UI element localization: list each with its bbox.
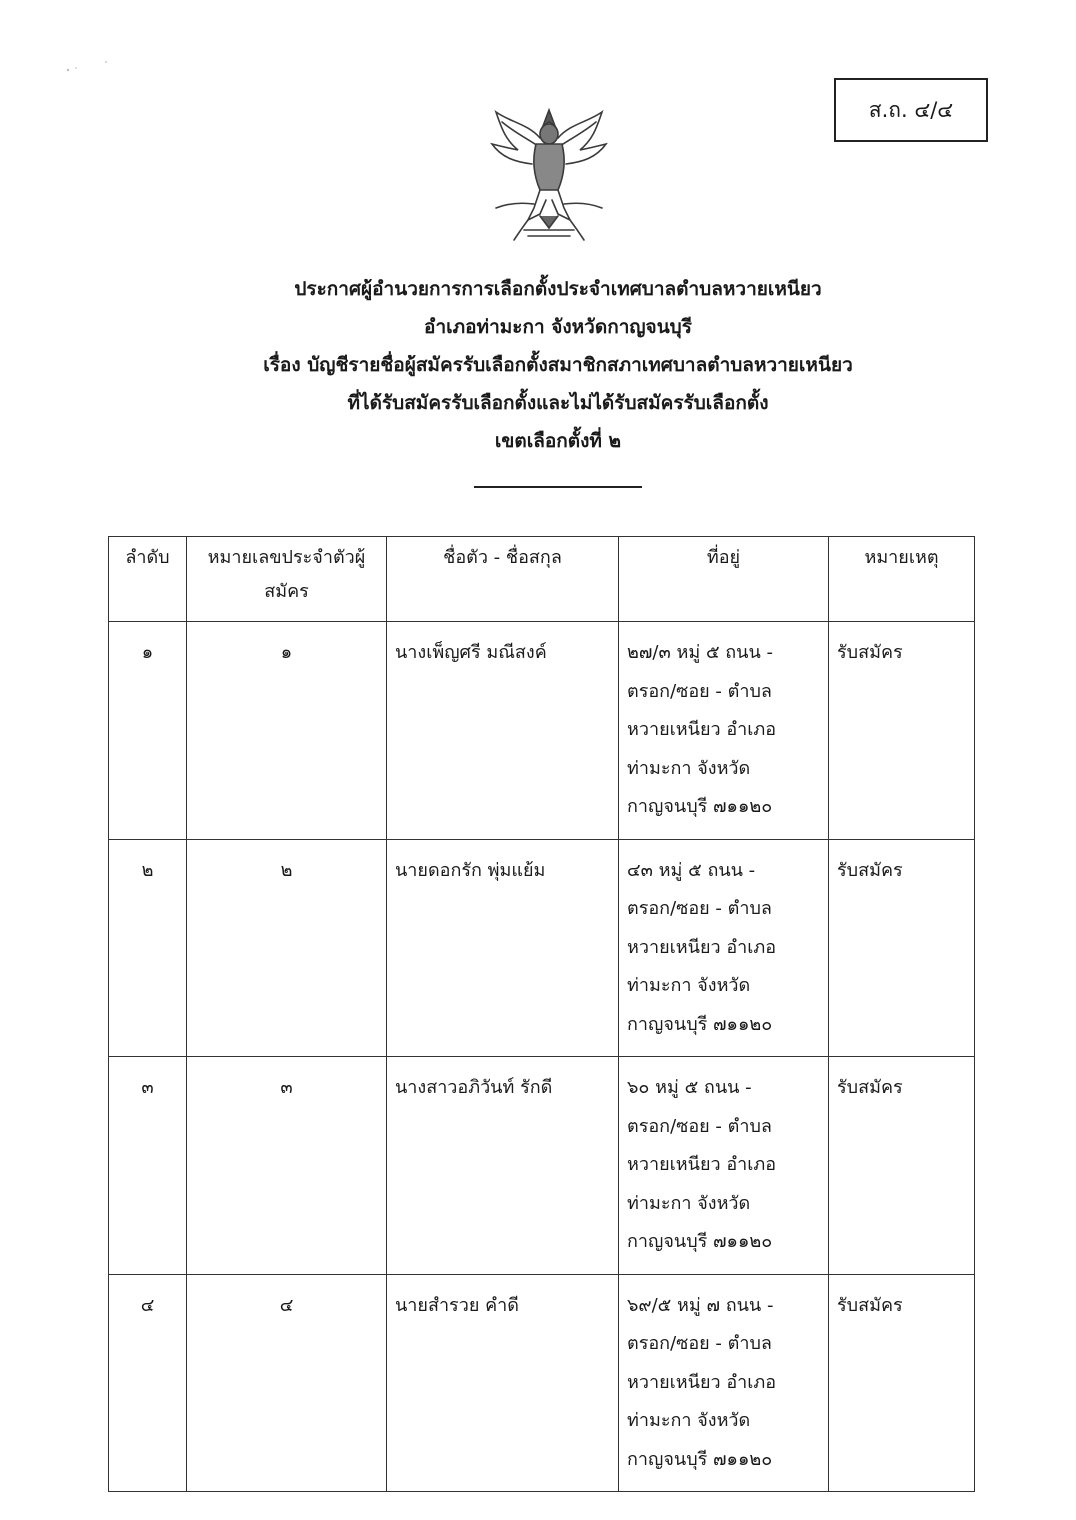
table-header-row <box>109 537 975 622</box>
header-name: ชื่อตัว - ชื่อสกุล <box>387 537 619 622</box>
address-line: ท่ามะกา จังหวัด <box>627 1192 751 1214</box>
address-line: กาญจนบุรี ๗๑๑๒๐ <box>627 796 773 817</box>
table-row <box>109 1057 975 1275</box>
cell-name: นายสำรวย คำดี <box>387 1274 619 1492</box>
cell-address <box>619 1057 829 1275</box>
address-line: ๖๐ หมู่ ๕ ถนน - <box>627 1077 752 1098</box>
cell-remark: รับสมัคร <box>829 1274 975 1492</box>
announcement-title <box>120 270 996 460</box>
cell-candidate-no: ๒ <box>187 839 387 1057</box>
address-line: ท่ามะกา จังหวัด <box>627 757 751 779</box>
address-line: กาญจนบุรี ๗๑๑๒๐ <box>627 1231 773 1252</box>
address-line: หวายเหนียว อำเภอ <box>627 1154 777 1175</box>
title-line-2: อำเภอท่ามะกา จังหวัดกาญจนบุรี <box>424 316 692 338</box>
cell-seq: ๓ <box>109 1057 187 1275</box>
address-line: ๖๙/๕ หมู่ ๗ ถนน - <box>627 1294 774 1316</box>
header-seq: ลำดับ <box>109 537 187 622</box>
cell-remark: รับสมัคร <box>829 839 975 1057</box>
cell-address <box>619 839 829 1057</box>
cell-candidate-no: ๔ <box>187 1274 387 1492</box>
address-line: ท่ามะกา จังหวัด <box>627 975 751 996</box>
header-address: ที่อยู่ <box>619 537 829 622</box>
scan-smudge <box>58 56 118 86</box>
address-line: ตรอก/ซอย - ตำบล <box>627 898 772 919</box>
header-remark: หมายเหตุ <box>829 537 975 622</box>
cell-name: นางสาวอภิวันท์ รักดี <box>387 1057 619 1275</box>
address-line: หวายเหนียว อำเภอ <box>627 936 777 958</box>
address-line: ตรอก/ซอย - ตำบล <box>627 1115 772 1137</box>
cell-seq: ๒ <box>109 839 187 1057</box>
header-candidate-no: หมายเลขประจำตัวผู้สมัคร <box>187 537 387 622</box>
title-divider <box>474 486 642 488</box>
table-row <box>109 1274 975 1492</box>
cell-seq: ๔ <box>109 1274 187 1492</box>
address-line: ๔๓ หมู่ ๕ ถนน - <box>627 859 756 881</box>
address-line: หวายเหนียว อำเภอ <box>627 1371 777 1393</box>
cell-remark: รับสมัคร <box>829 622 975 840</box>
cell-address <box>619 622 829 840</box>
title-line-3: เรื่อง บัญชีรายชื่อผู้สมัครรับเลือกตั้งสมาชิกสภาเทศบาลตำบลหวายเหนียว <box>263 354 853 376</box>
cell-address <box>619 1274 829 1492</box>
cell-candidate-no: ๑ <box>187 622 387 840</box>
cell-name: นายดอกรัก พุ่มแย้ม <box>387 839 619 1057</box>
address-line: ท่ามะกา จังหวัด <box>627 1410 751 1431</box>
title-line-5: เขตเลือกตั้งที่ ๒ <box>494 430 622 452</box>
title-line-1: ประกาศผู้อำนวยการการเลือกตั้งประจำเทศบาลตำบลหวายเหนียว <box>294 278 822 300</box>
address-line: กาญจนบุรี ๗๑๑๒๐ <box>627 1013 773 1035</box>
table-row <box>109 839 975 1057</box>
cell-remark: รับสมัคร <box>829 1057 975 1275</box>
candidate-table <box>108 536 975 1492</box>
cell-name: นางเพ็ญศรี มณีสงค์ <box>387 622 619 840</box>
address-line: ตรอก/ซอย - ตำบล <box>627 1333 772 1354</box>
address-line: ตรอก/ซอย - ตำบล <box>627 680 772 702</box>
form-code: ส.ถ. ๔/๔ <box>868 97 954 122</box>
address-line: ๒๗/๓ หมู่ ๕ ถนน - <box>627 642 774 663</box>
cell-candidate-no: ๓ <box>187 1057 387 1275</box>
garuda-emblem-icon <box>488 104 610 246</box>
address-line: กาญจนบุรี ๗๑๑๒๐ <box>627 1448 773 1470</box>
table-row <box>109 622 975 840</box>
form-code-box <box>834 78 988 142</box>
address-line: หวายเหนียว อำเภอ <box>627 719 777 740</box>
title-line-4: ที่ได้รับสมัครรับเลือกตั้งและไม่ได้รับสมัครรับเลือกตั้ง <box>347 392 769 414</box>
cell-seq: ๑ <box>109 622 187 840</box>
